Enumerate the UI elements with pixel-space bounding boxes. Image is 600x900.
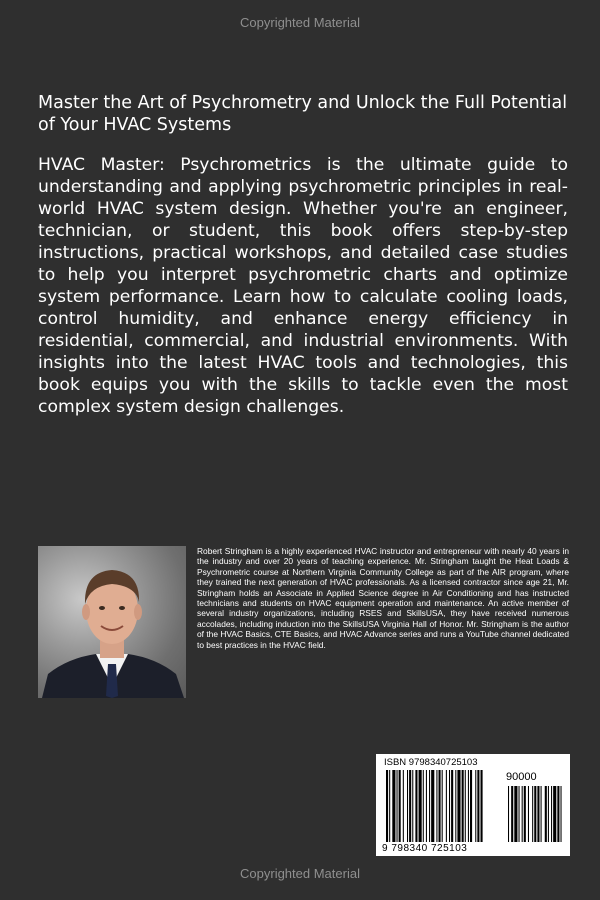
cover-tagline: Master the Art of Psychrometry and Unlock the Full Potential of Your HVAC Systems <box>38 93 568 135</box>
author-portrait-image <box>38 546 186 698</box>
isbn-barcode <box>376 754 570 856</box>
barcode-bars <box>376 754 570 856</box>
copyright-watermark-top: Copyrighted Material <box>240 15 360 30</box>
copyright-watermark-bottom: Copyrighted Material <box>240 866 360 881</box>
author-bio: Robert Stringham is a highly experienced HVAC instructor and entrepreneur with nearly 40 years in the industry and over 20 years of teaching experience. Mr. Stringham taught the Heat Loads & Psychrometric course at Northern Virginia Community College as part of the AIR program, where they trained the next generation of HVAC professionals. As a licensed contractor since age 21, Mr. Stringham holds an Associate in Applied Science degree in Air Conditioning and has instructed technicians and students on HVAC equipment operation and maintenance. An active member of several industry organizations, including RSES and SkillsUSA, they have received numerous accolades, including induction into the SkillsUSA Virginia Hall of Honor. Mr. Stringham is the author of the HVAC Basics, CTE Basics, and HVAC Advance series and runs a YouTube channel dedicated to best practices in the HVAC field. <box>197 546 569 650</box>
isbn-label: ISBN 9798340725103 <box>384 757 478 768</box>
book-description: HVAC Master: Psychrometrics is the ultimate guide to understanding and applying psychrometric principles in real-world HVAC system design. Whether you're an engineer, technician, or student, this book offers step-by-step instructions, practical workshops, and detailed case studies to help you interpret psychrometric charts and optimize system performance. Learn how to calculate cooling loads, control humidity, and enhance energy efficiency in residential, commercial, and industrial environments. With insights into the latest HVAC tools and technologies, this book equips you with the skills to tackle even the most complex system design challenges. <box>38 155 568 417</box>
barcode-digits: 9 798340 725103 <box>382 843 468 854</box>
price-code: 90000 <box>506 771 537 783</box>
author-photo <box>38 546 186 698</box>
